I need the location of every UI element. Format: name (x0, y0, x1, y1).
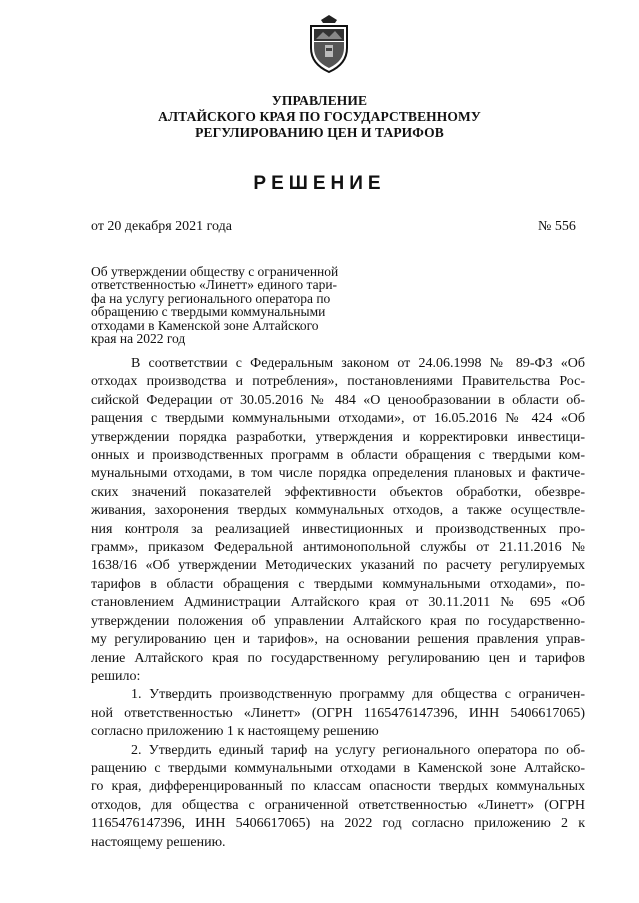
org-line: АЛТАЙСКОГО КРАЯ ПО ГОСУДАРСТВЕННОМУ (158, 109, 481, 124)
body-line: ление Алтайского края по государственному регулированию цен и тарифов (91, 650, 585, 666)
body-line: ния контроля за реализацией инвестиционных и производственных про- (91, 521, 585, 537)
body-line: ной ответственностью «Линетт» (ОГРН 1165476147396, ИНН 5406617065) (91, 705, 585, 721)
body-line: му регулированию цен и тарифов», на основании решения правления управ- (91, 632, 585, 648)
body-line: согласно приложению 1 к настоящему решению (91, 724, 379, 740)
body-line: ращения с твердыми коммунальными отходами», от 16.05.2016 № 424 «Об (91, 411, 585, 427)
subject-line: отходами в Каменской зоне Алтайского (91, 317, 319, 333)
body-line: 1638/16 «Об утверждении Методических указаний по расчету регулируемых (91, 558, 585, 574)
subject-line: Об утверждении обществу с ограниченной (91, 264, 339, 279)
document-date: от 20 декабря 2021 года (91, 219, 232, 234)
body-line: настоящему решению. (91, 834, 226, 850)
body-line: го края, дифференцированный по классам опасности твердых коммунальных (91, 779, 585, 795)
body-line: ских значений показателей эффективности объектов обработки, обезвре- (91, 484, 585, 500)
body-line: грамм», приказом Федеральной антимонопольной службы от 21.11.2016 № (91, 540, 585, 556)
body-line: становлением Администрации Алтайского края от 30.11.2011 № 695 «Об (91, 595, 585, 611)
org-line: РЕГУЛИРОВАНИЮ ЦЕН И ТАРИФОВ (195, 125, 444, 140)
body-line: живания, захоронения твердых коммунальных отходов, а также осуществле- (91, 503, 585, 519)
body-line: утверждении положения об управлении Алтайского края по государственно- (91, 613, 585, 629)
organization-name (0, 93, 639, 141)
body-line: ращению с твердыми коммунальными отходами в Каменской зоне Алтайско- (91, 760, 585, 776)
body-line: мунальными отходами, в том числе порядка определения плановых и фактиче- (91, 466, 585, 482)
body-line: сийской Федерации от 30.05.2016 № 484 «О ценообразовании в области об- (91, 392, 585, 408)
body-line: отходов, для общества с ограниченной ответственностью «Линетт» (ОГРН (91, 797, 585, 813)
document-number: № 556 (538, 219, 576, 234)
coat-of-arms-icon (309, 14, 349, 74)
body-line: решило: (91, 668, 141, 684)
body-line: тарифов в области обращения с твердыми коммунальными отходами», по- (91, 576, 585, 592)
subject-line: обращению с твердыми коммунальными (91, 304, 326, 320)
org-line: УПРАВЛЕНИЕ (271, 93, 368, 108)
body-line: 1. Утвердить производственную программу для общества с ограничен- (131, 687, 585, 703)
document-title: РЕШЕНИЕ (253, 173, 386, 194)
document-subject (91, 265, 352, 345)
body-line: 1165476147396, ИНН 5406617065) на 2022 год согласно приложению 2 к (91, 816, 585, 832)
subject-line: края на 2022 год (91, 331, 186, 347)
body-line: В соответствии с Федеральным законом от 24.06.1998 № 89-ФЗ «Об (131, 356, 585, 371)
body-line: 2. Утвердить единый тариф на услугу регионального оператора по об- (131, 742, 585, 758)
body-line: отходах производства и потребления», постановлениями Правительства Рос- (91, 374, 585, 390)
body-line: онных и производственных программ в области обращения с твердыми ком- (91, 448, 585, 464)
subject-line: ответственностью «Линетт» единого тари- (91, 277, 338, 293)
body-line: утверждении порядка разработки, утверждения и корректировки инвестици- (91, 429, 585, 445)
subject-line: фа на услугу регионального оператора по (91, 290, 331, 306)
document-body (91, 355, 585, 852)
